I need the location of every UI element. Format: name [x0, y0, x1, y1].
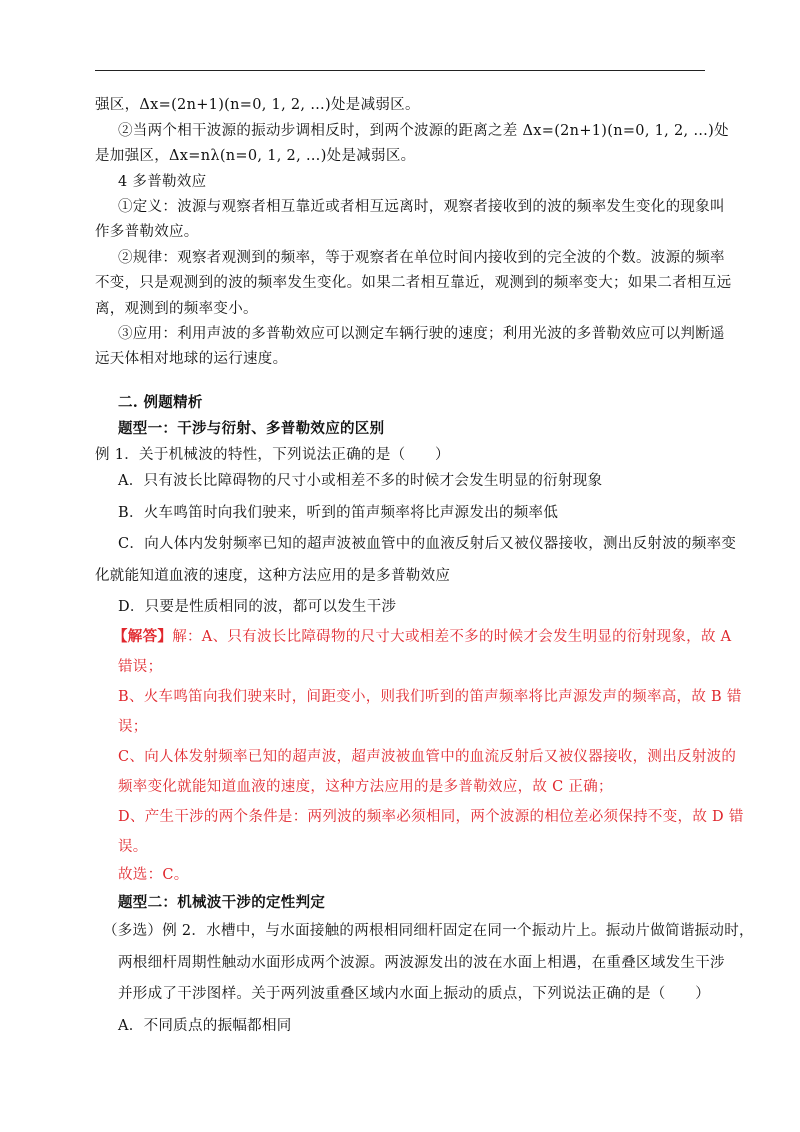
example2-line: （多选）例 2．水槽中，与水面接触的两根相同细杆固定在同一个振动片上。振动片做简谐振动时， [103, 923, 754, 939]
answer-tag: 【解答】 [113, 628, 173, 645]
answer-line: B、火车鸣笛向我们驶来时，间距变小，则我们听到的笛声频率将比声源发声的频率高，故 B 错 [118, 689, 742, 705]
answer-line: 频率变化就能知道血液的速度，这种方法应用的是多普勒效应，故 C 正确； [118, 779, 613, 795]
answer-line: 解：A、只有波长比障碍物的尺寸大或相差不多的时候才会发生明显的衍射现象，故 A [172, 629, 732, 645]
example1-question: 例 1．关于机械波的特性，下列说法正确的是（ ） [95, 447, 450, 463]
answer-choice: 故选：C。 [118, 867, 189, 883]
text-line: 离，观测到的频率变小。 [95, 301, 258, 317]
type2-title: 题型二：机械波干涉的定性判定 [118, 894, 326, 911]
text-line: ①定义：波源与观察者相互靠近或者相互远离时，观察者接收到的波的频率发生变化的现象叫 [118, 199, 725, 215]
text-line: ②当两个相干波源的振动步调相反时，到两个波源的距离之差 Δx=(2n+1)(n=0, 1, 2, …)处 [118, 123, 729, 139]
example2-line: 并形成了干涉图样。关于两列波重叠区域内水面上振动的质点，下列说法正确的是（ ） [118, 986, 710, 1002]
example1-option-c-cont: 化就能知道血液的速度，这种方法应用的是多普勒效应 [95, 568, 451, 584]
example1-answer-first-line [113, 628, 731, 646]
answer-line: 误； [118, 719, 148, 735]
answer-line: D、产生干涉的两个条件是：两列波的频率必须相同，两个波源的相位差必须保持不变，故 D 错 [118, 809, 744, 825]
answer-line: C、向人体发射频率已知的超声波，超声波被血管中的血流反射后又被仪器接收，测出反射波的 [118, 749, 737, 765]
section-title: 二. 例题精析 [118, 394, 203, 411]
answer-line: 误。 [118, 839, 148, 855]
text-line: 不变，只是观测到的波的频率发生变化。如果二者相互靠近，观测到的频率变大；如果二者相互远 [95, 275, 732, 291]
header-rule [95, 70, 705, 71]
example1-option-d: D．只要是性质相同的波，都可以发生干涉 [118, 599, 397, 615]
text-line: 作多普勒效应。 [95, 224, 199, 240]
example2-line: 两根细杆周期性触动水面形成两个波源。两波源发出的波在水面上相遇，在重叠区域发生干涉 [118, 955, 725, 971]
example1-option-c: C．向人体内发射频率已知的超声波被血管中的血液反射后又被仪器接收，测出反射波的频率变 [118, 536, 737, 552]
text-line: 强区，Δx=(2n+1)(n=0, 1, 2, …)处是减弱区。 [95, 97, 420, 113]
text-line: ②规律：观察者观测到的频率，等于观察者在单位时间内接收到的完全波的个数。波源的频率 [118, 250, 725, 266]
subheading-doppler: 4 多普勒效应 [118, 174, 207, 190]
text-line: 是加强区，Δx=nλ(n=0, 1, 2, …)处是减弱区。 [95, 148, 416, 164]
example1-option-a: A．只有波长比障碍物的尺寸小或相差不多的时候才会发生明显的衍射现象 [118, 473, 603, 489]
answer-line: 错误； [118, 659, 163, 675]
example1-option-b: B．火车鸣笛时向我们驶来，听到的笛声频率将比声源发出的频率低 [118, 505, 559, 521]
example2-option-a: A．不同质点的振幅都相同 [118, 1018, 292, 1034]
text-line: 远天体相对地球的运行速度。 [95, 351, 288, 367]
text-line: ③应用：利用声波的多普勒效应可以测定车辆行驶的速度；利用光波的多普勒效应可以判断遥 [118, 326, 725, 342]
type1-title: 题型一：干涉与衍射、多普勒效应的区别 [118, 420, 385, 437]
